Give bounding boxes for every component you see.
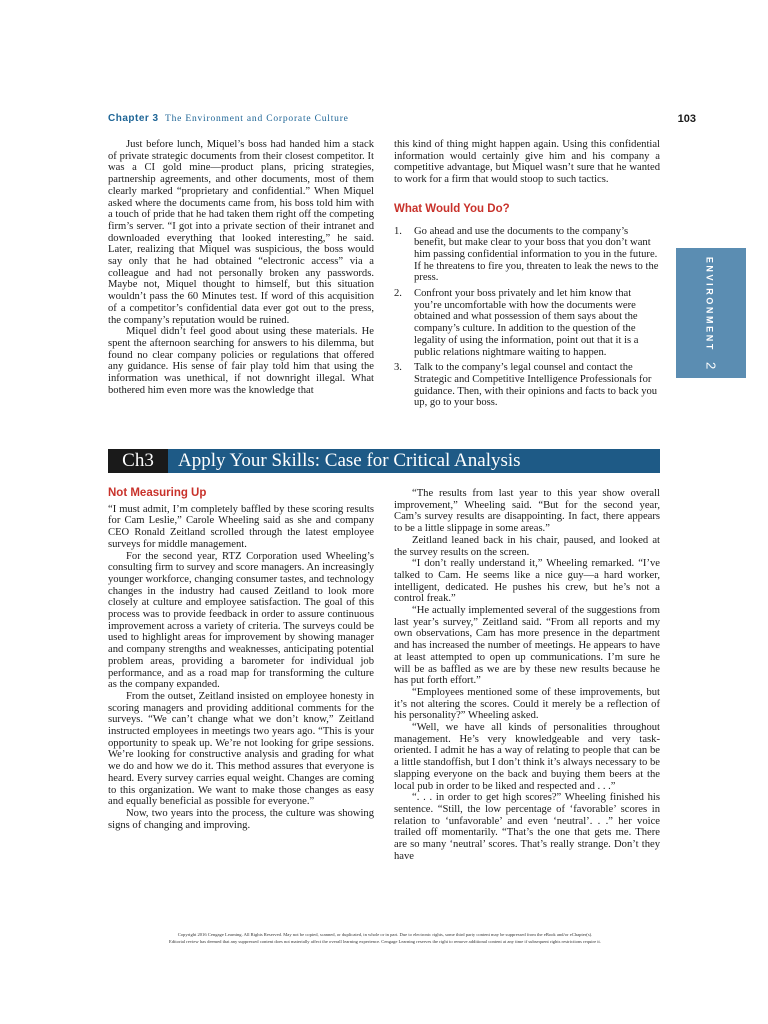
bottom-left-column [108, 488, 374, 831]
choice-number: 3. [394, 362, 402, 374]
bottom-right-column [394, 488, 660, 863]
chapter-label: Chapter 3 [108, 113, 159, 124]
choice-item [394, 226, 660, 285]
case-heading: Not Measuring Up [108, 487, 207, 499]
choice-text: Go ahead and use the documents to the company’s benefit, but make clear to your boss that you don’t want him passing confidential information to you in the future. If he threatens to fire you, threaten to leak the news to the press. [414, 225, 659, 284]
paragraph: “. . . in order to get high scores?” Wheeling finished his sentence. “Still, the low percentage of ‘favorable’ scores in relation to ‘unfavorable’ and even ‘neutral’. . .” her voice trailed off momentarily. “That’s the one that gets me. There are so many ‘neutral’ scores. That’s really strange. Don’t they have [394, 792, 660, 862]
paragraph: “He actually implemented several of the suggestions from last year’s survey,” Zeitland said. “From all reports and my own observations, Cam has more presence in the department and has increased the number of meetings. He appears to have at least attempted to open up communications. I’m sure he will be as baffled as we are by these new results because he has put forth effort.” [394, 605, 660, 687]
side-tab-number: 2 [703, 361, 719, 370]
choice-item [394, 288, 660, 358]
choice-item [394, 362, 660, 409]
footer-line: Copyright 2016 Cengage Learning. All Rights Reserved. May not be copied, scanned, or duplicated, in whole or in part. Due to electronic rights, some third party content may be suppressed from the eBook and/or eChapter(s). [177, 932, 593, 937]
footer-line: Editorial review has deemed that any suppressed content does not materially affect the overall learning experience. Cengage Learning reserves the right to remove additional content at any time if subsequent rights restrictions require it. [169, 938, 601, 944]
paragraph: “Well, we have all kinds of personalities throughout management. He’s very knowledgeable and very task-oriented. I admit he has a way of relating to people that can be a little standoffish, but I don’t think it’s always necessary to be slapping everyone on the back and buying them beers at the local pub in order to be liked and respected and . . .” [394, 722, 660, 792]
choice-list [394, 226, 660, 410]
paragraph: Just before lunch, Miquel’s boss had handed him a stack of private strategic documents from their closest competitor. It was a CI gold mine—product plans, pricing strategies, partnership agreements, and other documents, most of them clearly marked “proprietary and confidential.” When Miquel asked where the documents came from, his boss told him with a touch of pride that he had taken them right off the competing firm’s server. “I got into a private section of their intranet and downloaded everything that looked interesting,” he said. Later, realizing that Miquel was suspicious, the boss would say only that he had obtained “electronic access” via a colleague and had not personally broken any passwords. Maybe not, Miquel thought to himself, but this situation wouldn’t pass the 60 Minutes test. If word of this acquisition of a competitor’s confidential data ever got out to the press, the company’s reputation would be ruined. [108, 139, 374, 326]
chapter-box: Ch3 [108, 449, 168, 473]
what-would-you-do-heading: What Would You Do? [394, 202, 510, 215]
section-banner [108, 449, 660, 473]
paragraph: Now, two years into the process, the culture was showing signs of changing and improving. [108, 807, 374, 831]
paragraph: “The results from last year to this year show overall improvement,” Wheeling said. “But for the second year, Cam’s survey results are disappointing. In fact, there appears to be a little slippage in some areas.” [394, 488, 660, 535]
choice-number: 2. [394, 288, 402, 300]
choice-text: Confront your boss privately and let him know that you’re uncomfortable with how the documents were obtained and what possession of them says about the company’s culture. In addition to the question of the legality of using the information, point out that it is a public relations nightmare waiting to happen. [414, 288, 639, 358]
banner-title: Apply Your Skills: Case for Critical Analysis [178, 450, 521, 471]
section-side-tab [676, 248, 746, 378]
top-left-column [108, 139, 374, 396]
paragraph: From the outset, Zeitland insisted on employee honesty in scoring managers and providing additional comments for the surveys. “We can’t change what we don’t know,” Zeitland instructed employees in meetings two years ago. “This is your opportunity to speak up. We’re not looking for gripe sessions. We’re looking for constructive analysis and grading for what we do and how we do it. This method assures that everyone is heard. Every survey carries equal weight. Changes are coming to this organization. We want to make those changes as easy and equally beneficial as possible for everyone.” [108, 690, 374, 808]
paragraph: “I must admit, I’m completely baffled by these scoring results for Cam Leslie,” Carole Wheeling said as she and company CEO Ronald Zeitland scrolled through the latest employee surveys for middle management. [108, 503, 374, 550]
paragraph: “I don’t really understand it,” Wheeling remarked. “I’ve talked to Cam. He seems like a nice guy—a hard worker, intelligent, dedicated. He pushes his crew, but he’s not a control freak.” [394, 558, 660, 605]
top-right-column [394, 139, 660, 413]
choice-text: Talk to the company’s legal counsel and contact the Strategic and Competitive Intelligence Professionals for guidance. Then, with their opinions and facts to back you up, go to your boss. [414, 362, 658, 409]
chapter-title: The Environment and Corporate Culture [165, 114, 349, 124]
choice-number: 1. [394, 225, 402, 237]
page-number: 103 [677, 113, 696, 125]
side-tab-label: ENVIRONMENT [704, 256, 715, 352]
paragraph: Zeitland leaned back in his chair, paused, and looked at the survey results on the screen. [394, 534, 660, 558]
running-header [108, 113, 696, 129]
paragraph: this kind of thing might happen again. Using this confidential information would certainly give him and his company a competitive advantage, but Miquel wasn’t sure that he wanted to work for a firm that would stoop to such tactics. [394, 139, 660, 186]
paragraph: “Employees mentioned some of these improvements, but it’s not altering the scores. Could it merely be a reflection of his personality?” Wheeling asked. [394, 686, 660, 722]
copyright-footer [90, 932, 680, 945]
paragraph: For the second year, RTZ Corporation used Wheeling’s consulting firm to survey and score managers. An increasingly younger workforce, changing consumer tastes, and technology changes in the industry had caused Zeitland to look more closely at culture and employee satisfaction. The goal of this process was to provide feedback in order to assure continuous improvement across a variety of criteria. The surveys could be used to highlight areas for improvement by showing manager and company strengths and weaknesses, anticipating potential problem areas, providing a barometer for individual job performance, and as a road map for transforming the culture as the company expanded. [108, 550, 374, 691]
paragraph: Miquel didn’t feel good about using these materials. He spent the afternoon searching for answers to his dilemma, but found no clear company policies or regulations that offered any guidance. His sense of fair play told him that using the information was unethical, if not downright illegal. What bothered him even more was the knowledge that [108, 326, 374, 396]
